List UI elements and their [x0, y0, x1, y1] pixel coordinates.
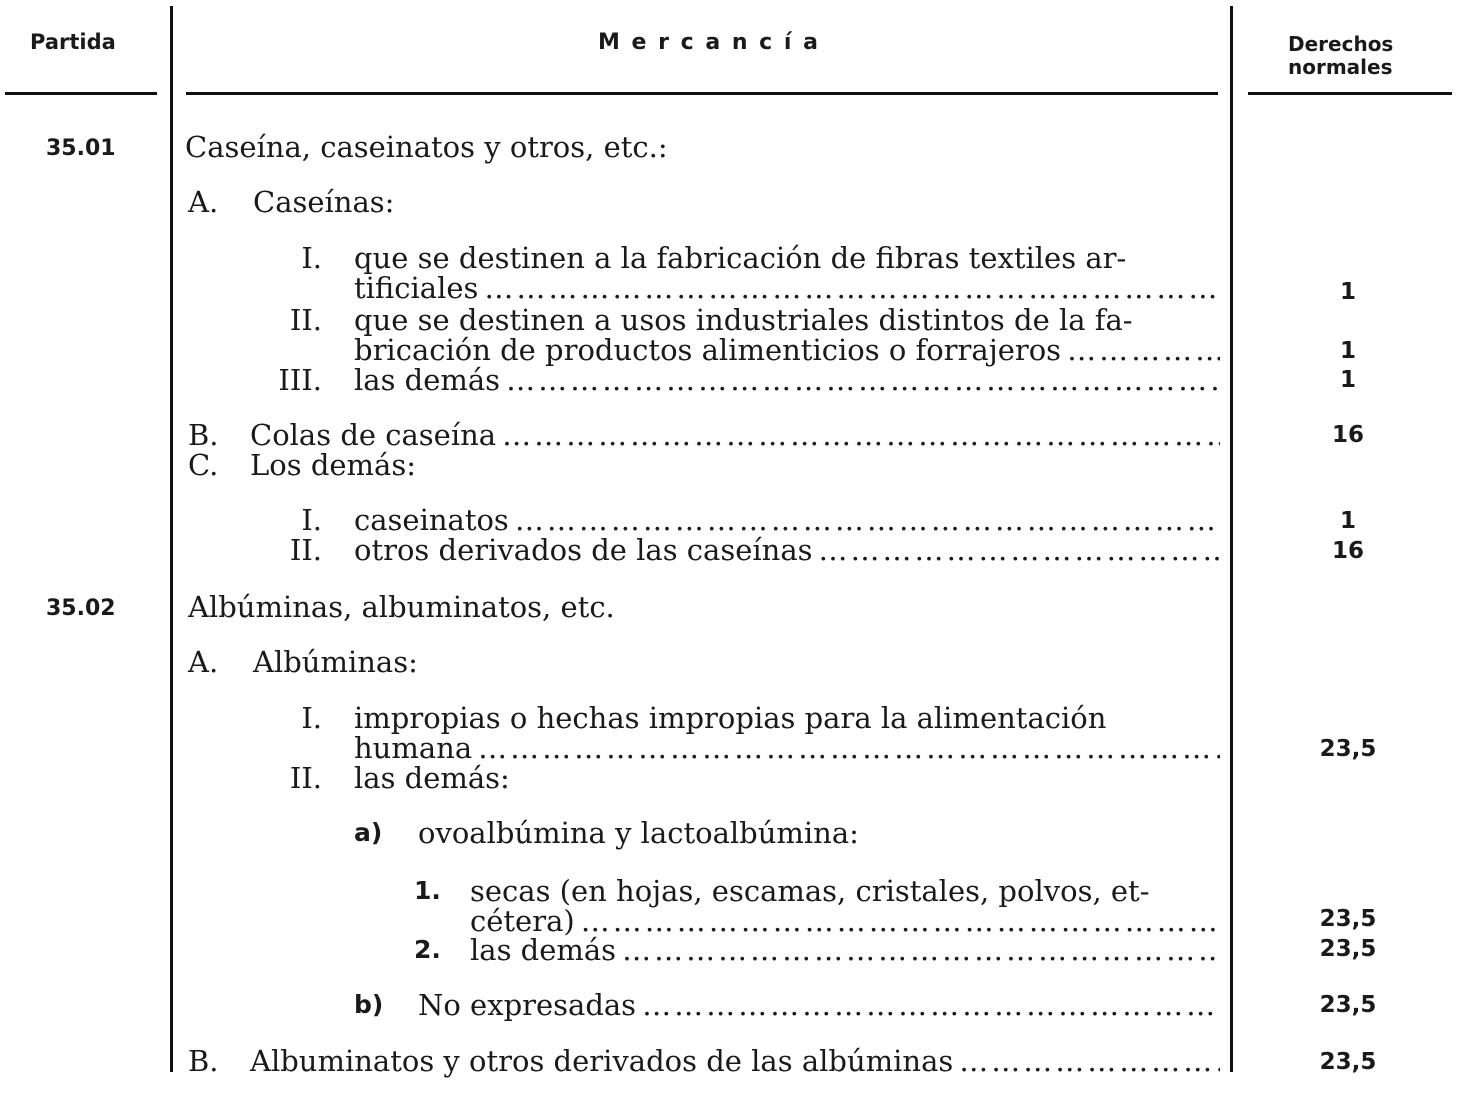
header-rule-derechos [1248, 92, 1452, 95]
partida-35-01: 35.01 [46, 136, 116, 161]
header-mercancia: M e r c a n c í a [598, 30, 820, 55]
header-derechos-2: normales [1288, 55, 1393, 79]
item-d2-text: las demás: [354, 761, 510, 795]
item-d1-num: I. [301, 701, 322, 735]
sub-a1-line2: cétera) …………………………………………………………………………………………………………………………………………………………………… [470, 906, 1220, 936]
column-divider-right [1230, 6, 1233, 1072]
section-c-label: C. [188, 448, 219, 482]
item-a3-text: las demás …………………………………………………………………………………………………………………………………………………………………… [354, 365, 1220, 395]
item-d1-line1: impropias o hechas impropias para la alimentación [354, 701, 1107, 735]
section-d-label: A. [188, 645, 219, 679]
header-partida: Partida [30, 30, 116, 54]
sub-b-value: 23,5 [1319, 992, 1377, 1018]
item-a1-num: I. [301, 241, 322, 275]
item-c2-text: otros derivados de las caseínas …………………………………………………………………………………………………………………………………………………………………… [354, 535, 1220, 565]
sub-a2-num: 2. [414, 935, 441, 964]
sub-b-text: No expresadas …………………………………………………………………………………………………………………………………………………………………… [418, 990, 1220, 1020]
section-b-text: Colas de caseína …………………………………………………………………………………………………………………………………………………………………… [250, 420, 1220, 450]
item-a1-line1: que se destinen a la fabricación de fibras textiles ar- [354, 241, 1127, 275]
sub-a1-line1: secas (en hojas, escamas, cristales, polvos, et- [470, 874, 1150, 908]
partida-35-02: 35.02 [46, 596, 116, 621]
section-d-text: Albúminas: [253, 645, 418, 679]
sub-a1-num: 1. [414, 876, 441, 905]
item-d2-num: II. [289, 761, 322, 795]
item-a1-line2: tificiales …………………………………………………………………………………………………………………………………………………………………… [354, 273, 1220, 303]
sub-b-label: b) [354, 990, 384, 1019]
item-d1-value: 23,5 [1319, 736, 1377, 762]
item-a1-value: 1 [1339, 279, 1356, 305]
item-c1-num: I. [301, 503, 322, 537]
section-a-text: Caseínas: [253, 185, 395, 219]
section-e-text: Albuminatos y otros derivados de las albúminas …………………………………………………………………………………………………………………………………………………………………… [250, 1046, 1220, 1076]
section-c-text: Los demás: [250, 448, 416, 482]
item-a2-value: 1 [1339, 338, 1356, 364]
column-divider-left [170, 6, 173, 1072]
header-rule-mercancia [186, 92, 1218, 95]
sub-a-label: a) [354, 818, 383, 847]
section-b-value: 16 [1331, 422, 1364, 448]
item-a3-num: III. [278, 363, 322, 397]
sub-a1-value: 23,5 [1319, 906, 1377, 932]
item-c2-num: II. [289, 533, 322, 567]
sub-a2-text: las demás …………………………………………………………………………………………………………………………………………………………………… [470, 935, 1220, 965]
item-c2-value: 16 [1331, 538, 1364, 564]
item-c1-value: 1 [1339, 508, 1356, 534]
sub-a2-value: 23,5 [1319, 936, 1377, 962]
item-a2-line1: que se destinen a usos industriales distintos de la fa- [354, 303, 1133, 337]
partida-35-01-title: Caseína, caseinatos y otros, etc.: [185, 130, 668, 164]
header-rule-partida [5, 92, 157, 95]
item-d1-line2: humana …………………………………………………………………………………………………………………………………………………………………… [354, 733, 1220, 763]
section-b-label: B. [188, 418, 219, 452]
sub-a-text: ovoalbúmina y lactoalbúmina: [418, 816, 859, 850]
item-a3-value: 1 [1339, 367, 1356, 393]
partida-35-02-title: Albúminas, albuminatos, etc. [188, 590, 615, 624]
header-derechos-1: Derechos [1288, 32, 1394, 56]
item-a2-line2: bricación de productos alimenticios o forrajeros …………………………………………………………………………………………………………………………………………………………………… [354, 335, 1220, 365]
item-c1-text: caseinatos …………………………………………………………………………………………………………………………………………………………………… [354, 505, 1220, 535]
section-e-value: 23,5 [1319, 1049, 1377, 1075]
section-a-label: A. [188, 185, 219, 219]
item-a2-num: II. [289, 303, 322, 337]
section-e-label: B. [188, 1044, 219, 1078]
